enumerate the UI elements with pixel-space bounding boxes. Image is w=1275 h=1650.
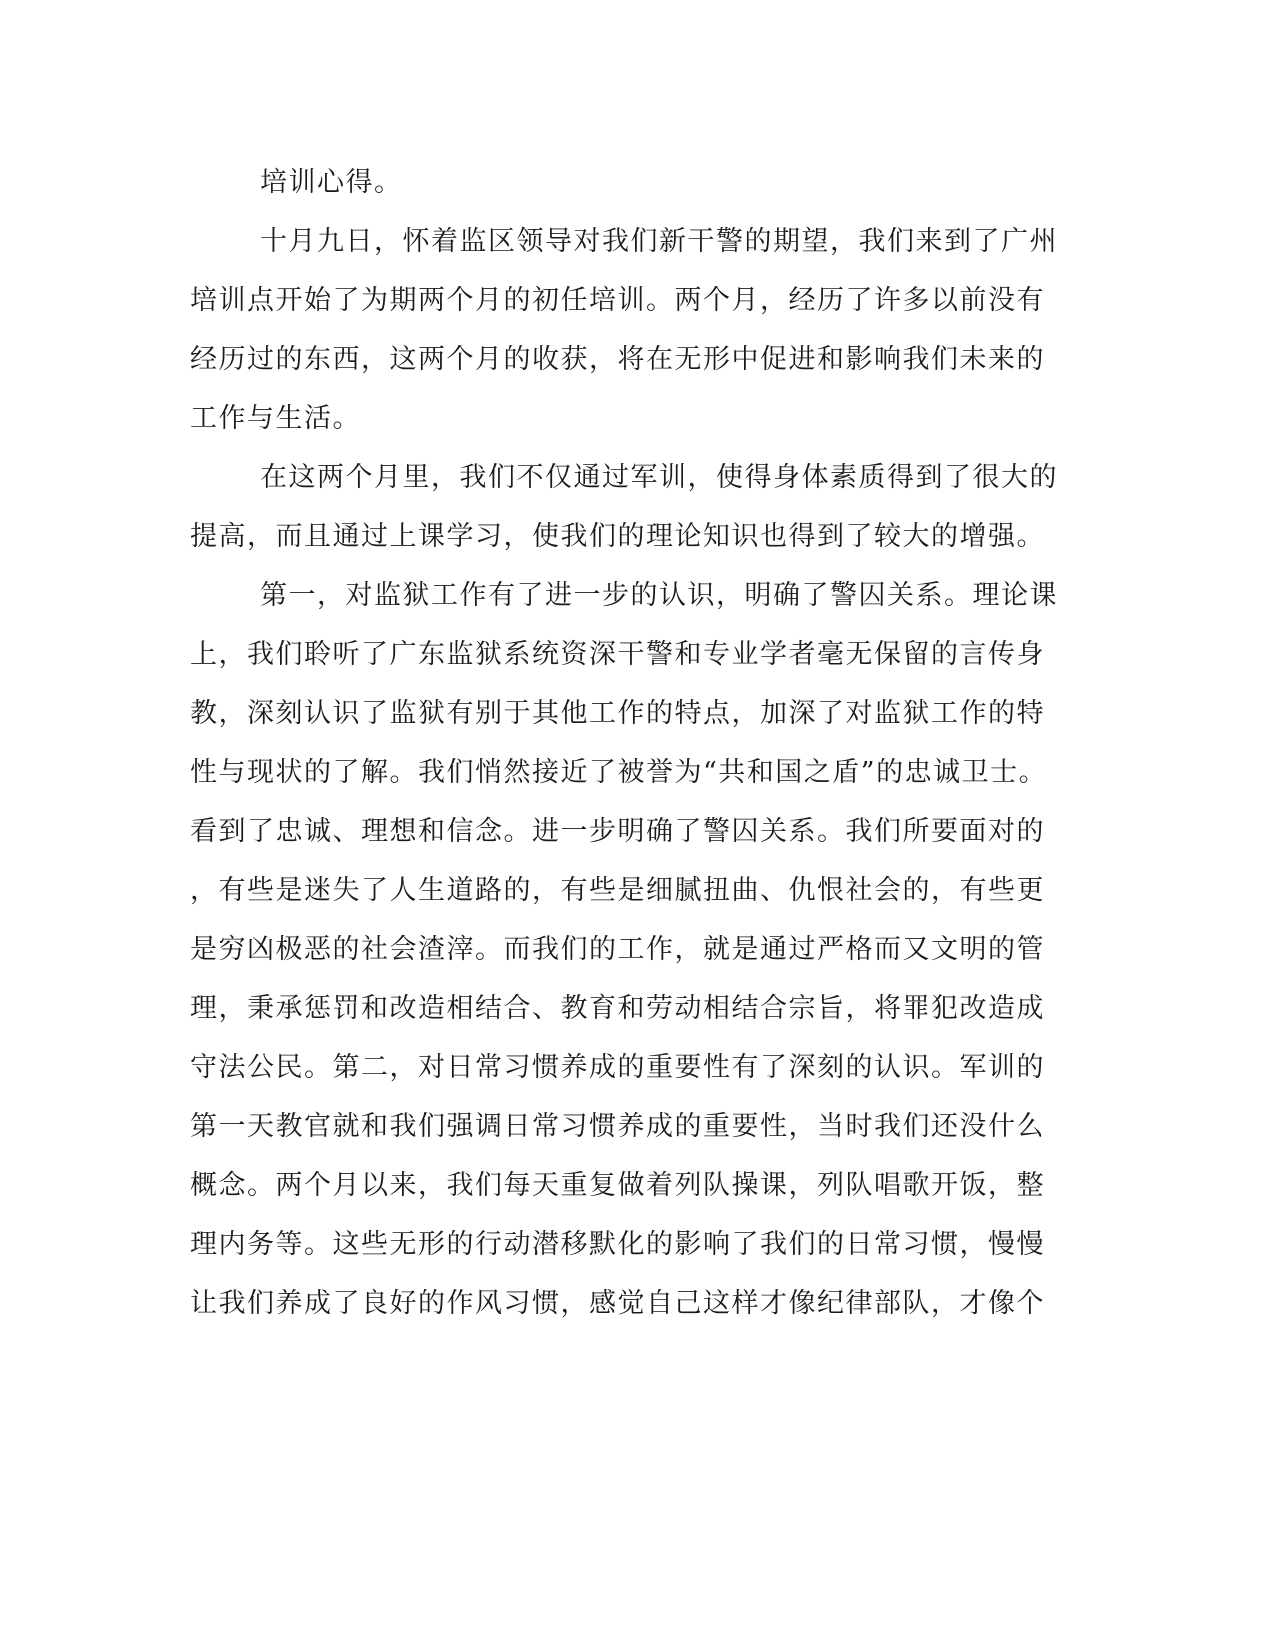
paragraph-line: 让我们养成了良好的作风习惯，感觉自己这样才像纪律部队，才像个 bbox=[190, 1288, 1045, 1319]
paragraph-line: 守法公民。第二，对日常习惯养成的重要性有了深刻的认识。军训的 bbox=[190, 1052, 1045, 1083]
paragraph-line: 在这两个月里，我们不仅通过军训，使得身体素质得到了很大的 bbox=[260, 462, 1058, 493]
paragraph-line: 是穷凶极恶的社会渣滓。而我们的工作，就是通过严格而又文明的管 bbox=[190, 934, 1045, 965]
paragraph-line: 看到了忠诚、理想和信念。进一步明确了警囚关系。我们所要面对的 bbox=[190, 816, 1045, 847]
paragraph-line: 教，深刻认识了监狱有别于其他工作的特点，加深了对监狱工作的特 bbox=[190, 698, 1045, 729]
paragraph-line: 概念。两个月以来，我们每天重复做着列队操课，列队唱歌开饭，整 bbox=[190, 1170, 1045, 1201]
paragraph-line: 培训心得。 bbox=[260, 167, 403, 198]
paragraph-line: 工作与生活。 bbox=[190, 403, 361, 434]
paragraph-line: 十月九日，怀着监区领导对我们新干警的期望，我们来到了广州 bbox=[260, 226, 1058, 257]
paragraph-line: 性与现状的了解。我们悄然接近了被誉为“共和国之盾”的忠诚卫士。 bbox=[190, 757, 1048, 788]
paragraph-line: 培训点开始了为期两个月的初任培训。两个月，经历了许多以前没有 bbox=[190, 285, 1045, 316]
paragraph-line: 第一，对监狱工作有了进一步的认识，明确了警囚关系。理论课 bbox=[260, 580, 1058, 611]
paragraph-line: 上，我们聆听了广东监狱系统资深干警和专业学者毫无保留的言传身 bbox=[190, 639, 1045, 670]
paragraph-line: 理内务等。这些无形的行动潜移默化的影响了我们的日常习惯，慢慢 bbox=[190, 1229, 1045, 1260]
paragraph-line: 经历过的东西，这两个月的收获，将在无形中促进和影响我们未来的 bbox=[190, 344, 1045, 375]
paragraph-line: ，有些是迷失了人生道路的，有些是细腻扭曲、仇恨社会的，有些更 bbox=[190, 875, 1045, 906]
paragraph-line: 提高，而且通过上课学习，使我们的理论知识也得到了较大的增强。 bbox=[190, 521, 1045, 552]
paragraph-line: 理，秉承惩罚和改造相结合、教育和劳动相结合宗旨，将罪犯改造成 bbox=[190, 993, 1045, 1024]
paragraph-line: 第一天教官就和我们强调日常习惯养成的重要性，当时我们还没什么 bbox=[190, 1111, 1045, 1142]
